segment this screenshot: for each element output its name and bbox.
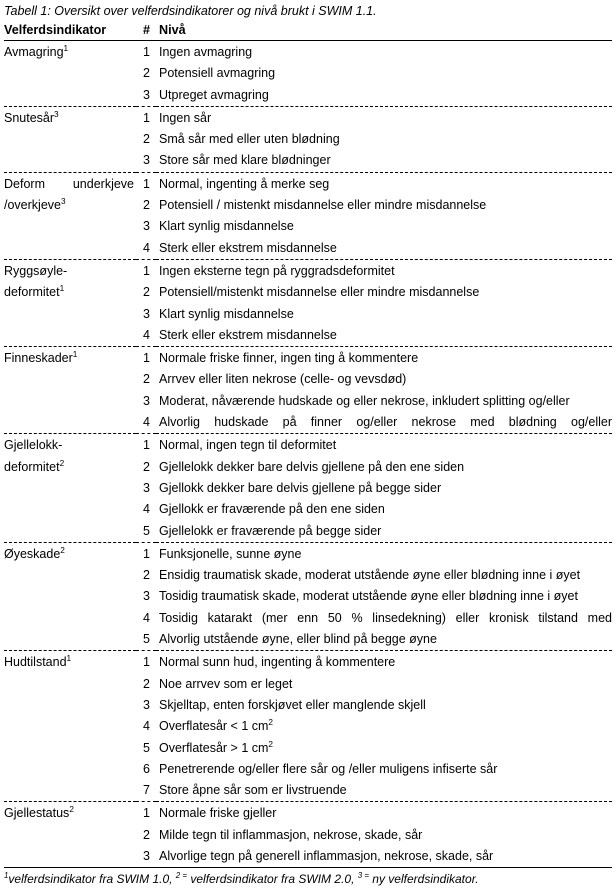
level-description: Overflatesår < 1 $cm^2$: [159, 718, 274, 734]
level-description: Klart synlig misdannelse: [159, 219, 294, 234]
level-description: Store sår med klare blødninger: [159, 153, 331, 168]
table-footnote: [4, 868, 612, 888]
level-description: Ingen eksterne tegn på ryggradsdeformitet: [156, 259, 612, 282]
table-row: [4, 347, 612, 370]
level-number: 2: [143, 372, 150, 387]
indicator-footnote-marker: 1: [63, 43, 69, 53]
indicator-footnote-marker: 2: [69, 805, 74, 815]
footnote-text-3: ny velferdsindikator.: [368, 872, 479, 887]
column-header-level: Nivå: [156, 21, 612, 41]
level-description: Normal, ingenting å merke seg: [156, 172, 612, 195]
unit-superscript: 2: [268, 718, 274, 728]
level-number: 3: [143, 697, 150, 712]
column-header-number: #: [136, 21, 156, 41]
level-number: 5: [143, 740, 150, 755]
level-number: 7: [143, 783, 150, 798]
level-description: Sterk eller ekstrem misdannelse: [159, 327, 337, 342]
table-body: [4, 41, 612, 868]
level-number: 3: [143, 480, 150, 495]
level-description: Gjellelokk dekker bare delvis gjellene på den ene siden: [159, 459, 465, 474]
level-number: 2: [143, 676, 150, 691]
level-description: Potensiell/mistenkt misdannelse eller mindre misdannelse: [159, 285, 480, 300]
footnote-marker-2: 2 =: [175, 871, 188, 881]
indicator-name: Finneskader$^1$: [4, 347, 136, 434]
indicator-footnote-marker: 1: [59, 284, 65, 294]
indicator-name: Gjellestatus$^2$: [4, 802, 136, 867]
level-description: Normale friske gjeller: [156, 802, 612, 825]
level-description: Normal sunn hud, ingenting å kommentere: [156, 651, 612, 674]
table-row: [4, 106, 612, 129]
table-row: [4, 172, 612, 195]
footnote-marker-3: 3 =: [357, 871, 369, 881]
indicator-footnote-marker: 2: [60, 545, 65, 555]
level-description: Potensiell avmagring: [159, 66, 276, 81]
level-number: 4: [143, 502, 150, 517]
footnote-marker-1: 1: [4, 871, 9, 881]
level-description: Moderat, nåværende hudskade og eller nekrose, inkludert splitting og/eller: [159, 393, 570, 408]
table-row: [4, 434, 612, 457]
indicator-name: [4, 172, 136, 259]
level-description: Utpreget avmagring: [159, 87, 269, 102]
level-number: 1: [136, 802, 156, 825]
indicator-name: [4, 259, 136, 346]
table-row: [4, 651, 612, 674]
level-description: Sterk eller ekstrem misdannelse: [159, 240, 337, 255]
indicator-footnote-marker: 1: [66, 654, 72, 664]
level-description: Milde tegn til inflammasjon, nekrose, skade, sår: [159, 827, 423, 842]
table-header: [4, 21, 612, 41]
level-number: 5: [143, 523, 150, 538]
level-number: 3: [143, 153, 150, 168]
unit-superscript: 2: [268, 739, 274, 749]
level-description: Funksjonelle, sunne øyne: [156, 542, 612, 565]
indicator-name: Hudtilstand$^1$: [4, 651, 136, 802]
level-number: 2: [143, 568, 150, 583]
level-number: 1: [136, 41, 156, 64]
indicator-name: [4, 434, 136, 542]
level-description: Klart synlig misdannelse: [159, 306, 294, 321]
level-number: 4: [143, 240, 150, 255]
indicator-name-line: Ryggsøyle-: [4, 263, 68, 278]
level-description: Normale friske finner, ingen ting å kommentere: [156, 347, 612, 370]
level-number: 1: [136, 172, 156, 195]
level-number: 3: [143, 306, 150, 321]
level-number: 2: [143, 459, 150, 474]
indicator-footnote-marker: 3: [60, 196, 66, 206]
level-number: 4: [143, 719, 150, 734]
level-number: 3: [143, 87, 150, 102]
level-description: Gjellokk er fraværende på den ene siden: [159, 502, 385, 517]
level-number: 3: [143, 848, 150, 863]
indicator-footnote-marker: 1: [72, 350, 78, 359]
table-row: [4, 802, 612, 825]
level-number: 6: [143, 761, 150, 776]
level-description: Potensiell / mistenkt misdannelse eller mindre misdannelse: [159, 198, 487, 213]
table-caption: Tabell 1: Oversikt over velferdsindikatorer og nivå brukt i SWIM 1.1.: [4, 4, 377, 18]
level-description: Alvorlige tegn på generell inflammasjon, nekrose, skade, sår: [159, 848, 494, 863]
level-number: 1: [136, 106, 156, 129]
table-row: [4, 542, 612, 565]
level-number: 3: [143, 393, 150, 408]
level-number: 2: [143, 132, 150, 147]
level-number: 4: [143, 610, 150, 625]
level-description: Skjelltap, enten forskjøvet eller manglende skjell: [159, 697, 426, 712]
indicator-name: Snutesår$^3$: [4, 106, 136, 172]
level-number: 2: [143, 827, 150, 842]
level-number: 1: [136, 347, 156, 370]
level-number: 4: [143, 415, 150, 430]
table-row: [4, 259, 612, 282]
level-description: Små sår med eller uten blødning: [159, 132, 340, 147]
level-number: 1: [136, 434, 156, 457]
indicator-name: Øyeskade$^2$: [4, 542, 136, 650]
level-description: Ensidig traumatisk skade, moderat utstående øyne eller blødning inne i øyet: [159, 568, 581, 583]
header-row: [4, 21, 612, 41]
indicator-footnote-marker: 2: [59, 458, 65, 468]
level-number: 2: [143, 66, 150, 81]
level-number: 1: [136, 651, 156, 674]
level-description: Ingen avmagring: [156, 41, 612, 64]
level-description: Overflatesår > 1 $cm^2$: [159, 739, 274, 755]
level-description: Noe arrvev som er leget: [159, 676, 293, 691]
level-number: 5: [143, 632, 150, 647]
level-description: Tosidig katarakt (mer enn 50 % linsedekning) eller kronisk tilstand med: [159, 610, 612, 625]
level-description: Tosidig traumatisk skade, moderat utstående øyne eller blødning inne i øyet: [159, 589, 578, 604]
level-number: 1: [136, 259, 156, 282]
level-description: Gjellelokk er fraværende på begge sider: [159, 523, 382, 538]
indicator-name-line: /overkjeve$^3$: [4, 196, 66, 213]
level-description: Store åpne sår som er livstruende: [159, 783, 347, 798]
indicator-name-line: Gjellelokk-: [4, 438, 63, 453]
level-number: 2: [143, 285, 150, 300]
level-description: Arrvev eller liten nekrose (celle- og vevsdød): [159, 372, 407, 387]
indicator-name-line: deformitet$^1$: [4, 284, 65, 300]
level-description: Penetrerende og/eller flere sår og /eller muligens infiserte sår: [159, 761, 498, 776]
level-description: Gjellokk dekker bare delvis gjellene på begge sider: [159, 480, 442, 495]
level-description: Alvorlig utstående øyne, eller blind på begge øyne: [159, 632, 437, 647]
level-description: Alvorlig hudskade på finner og/eller nekrose med blødning og/eller: [159, 415, 612, 430]
footnote-text-2: velferdsindikator fra SWIM 2.0,: [187, 872, 358, 887]
level-description: Normal, ingen tegn til deformitet: [156, 434, 612, 457]
level-number: 4: [143, 327, 150, 342]
level-number: 3: [143, 589, 150, 604]
footnote-text-1: velferdsindikator fra SWIM 1.0,: [8, 872, 176, 887]
indicator-footnote-marker: 3: [54, 109, 59, 119]
indicator-name: Avmagring$^1$: [4, 41, 136, 107]
indicator-name-line: deformitet$^2$: [4, 458, 65, 474]
welfare-indicator-table: [4, 21, 612, 867]
column-header-indicator: Velferdsindikator: [4, 21, 136, 41]
table-row: [4, 41, 612, 64]
level-number: 1: [136, 542, 156, 565]
level-number: 3: [143, 219, 150, 234]
indicator-name-line: Deform underkjeve: [4, 176, 134, 191]
level-description: Ingen sår: [156, 106, 612, 129]
level-number: 2: [143, 198, 150, 213]
